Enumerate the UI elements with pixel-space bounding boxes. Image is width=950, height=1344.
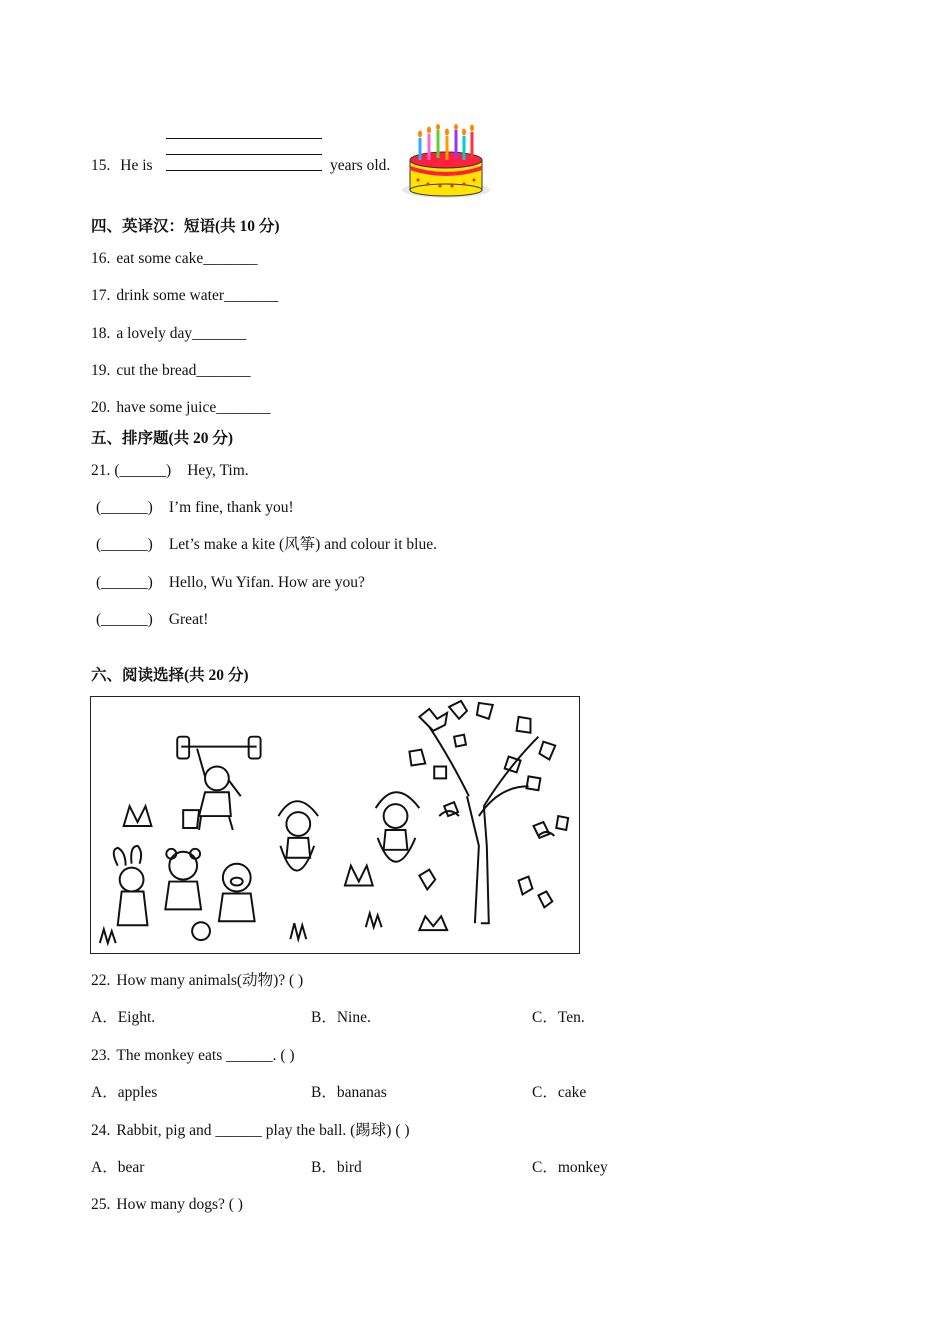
q23-option-b[interactable]: B．bananas <box>311 1084 387 1101</box>
question-23: 23. The monkey eats ______. ( ) <box>91 1047 295 1064</box>
q24-option-c[interactable]: C．monkey <box>532 1159 608 1176</box>
ordering-item-2: (______) I’m fine, thank you! <box>96 499 294 516</box>
q22-option-c[interactable]: C．Ten. <box>532 1009 585 1026</box>
question-25: 25. How many dogs? ( ) <box>91 1196 243 1213</box>
answer-blank-lines[interactable] <box>166 138 322 186</box>
ordering-item-5: (______) Great! <box>96 611 209 628</box>
question-18: 18. a lovely day_______ <box>91 325 247 342</box>
q22-option-b[interactable]: B．Nine. <box>311 1009 371 1026</box>
section-4-heading: 四、英译汉：短语(共 10 分) <box>91 218 280 235</box>
birthday-cake-image <box>400 124 492 204</box>
question-19: 19. cut the bread_______ <box>91 362 251 379</box>
ordering-item-1: 21. (______) Hey, Tim. <box>91 462 249 479</box>
park-scene-illustration <box>90 696 580 954</box>
question-24: 24. Rabbit, pig and ______ play the ball. (踢球) ( ) <box>91 1122 410 1139</box>
question-15 <box>91 156 153 176</box>
question-16: 16. eat some cake_______ <box>91 250 258 267</box>
question-prefix: He is <box>120 157 153 174</box>
ordering-item-3: (______) Let’s make a kite (风筝) and colour it blue. <box>96 536 437 553</box>
ordering-item-4: (______) Hello, Wu Yifan. How are you? <box>96 574 365 591</box>
question-suffix: years old. <box>330 157 391 174</box>
q24-option-b[interactable]: B．bird <box>311 1159 362 1176</box>
q22-option-a[interactable]: A．Eight. <box>91 1009 156 1026</box>
section-6-heading: 六、阅读选择(共 20 分) <box>91 667 249 684</box>
question-number: 15. <box>91 157 111 174</box>
section-5-heading: 五、排序题(共 20 分) <box>91 430 234 447</box>
q23-option-a[interactable]: A．apples <box>91 1084 158 1101</box>
q24-option-a[interactable]: A．bear <box>91 1159 145 1176</box>
q23-option-c[interactable]: C．cake <box>532 1084 587 1101</box>
question-17: 17. drink some water_______ <box>91 287 279 304</box>
question-22: 22. How many animals(动物)? ( ) <box>91 972 304 989</box>
question-20: 20. have some juice_______ <box>91 399 271 416</box>
